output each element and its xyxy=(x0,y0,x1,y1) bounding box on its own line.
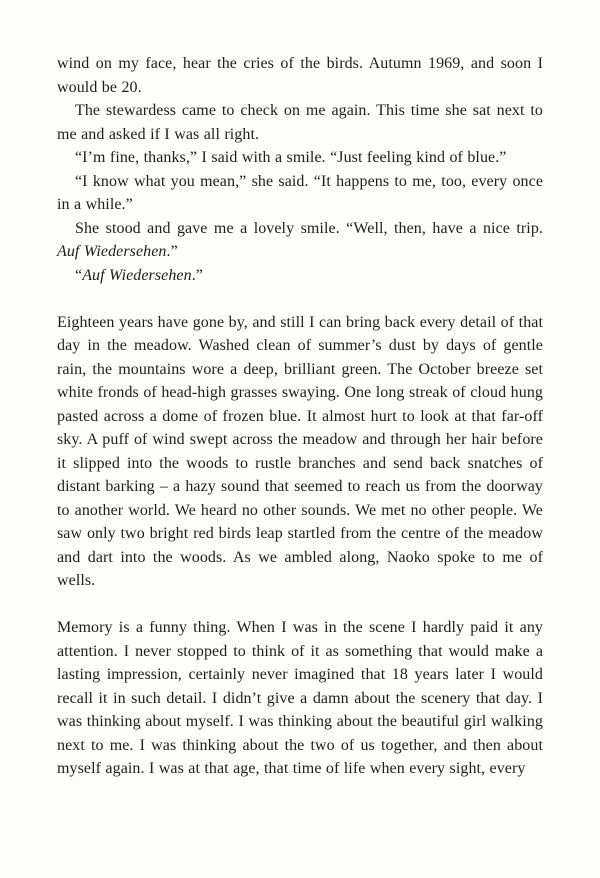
text-run: “I know what you mean,” she said. “It happens to me, too, every once in a while.” xyxy=(57,172,543,213)
text-run: She stood and gave me a lovely smile. “Well, then, have a nice trip. xyxy=(75,219,543,237)
paragraph xyxy=(57,99,543,146)
text-run: Memory is a funny thing. When I was in the scene I hardly paid it any attention. I never stopped to think of it as something that would make a lasting impression, certainly never imagined that 18 years later I would recall it in such detail. I didn’t give a damn about the scenery that day. I was thinking about myself. I was thinking about the beautiful girl walking next to me. I was thinking about the two of us together, and then about myself again. I was at that age, that time of life when every sight, every xyxy=(57,619,543,777)
italic-text-run: Auf Wiedersehen xyxy=(57,243,167,260)
text-run: The stewardess came to check on me again. This time she sat next to me and asked if I was all right. xyxy=(57,102,543,143)
text-run: .” xyxy=(166,243,178,260)
text-run: wind on my face, hear the cries of the birds. Autumn 1969, and soon I would be 20. xyxy=(57,55,543,96)
italic-text-run: Auf Wiedersehen xyxy=(82,266,192,284)
paragraph xyxy=(57,264,543,288)
text-run: “I’m fine, thanks,” I said with a smile. “Just feeling kind of blue.” xyxy=(75,149,507,166)
text-run: Eighteen years have gone by, and still I can bring back every detail of that day in the meadow. Washed clean of summer’s dust by days of gentle rain, the mountains wore a deep, brilliant green. The October breeze set white fronds of head-high grasses swaying. One long streak of cloud hung pasted across a dome of frozen blue. It almost hurt to look at that far-off sky. A puff of wind swept across the meadow and through her hair before it slipped into the woods to rustle branches and send back snatches of distant barking – a hazy sound that seemed to reach us from the doorway to another world. We heard no other sounds. We met no other people. We saw only two bright red birds leap startled from the centre of the meadow and dart into the woods. As we ambled along, Naoko spoke to me of wells. xyxy=(57,313,543,589)
paragraph xyxy=(57,311,543,593)
paragraph xyxy=(57,170,543,217)
paragraph xyxy=(57,52,543,99)
paragraph xyxy=(57,217,543,264)
text-run: “ xyxy=(75,266,83,284)
text-run: .” xyxy=(191,266,203,284)
paragraph xyxy=(57,616,543,781)
paragraph xyxy=(57,146,543,170)
page-text xyxy=(57,52,543,781)
